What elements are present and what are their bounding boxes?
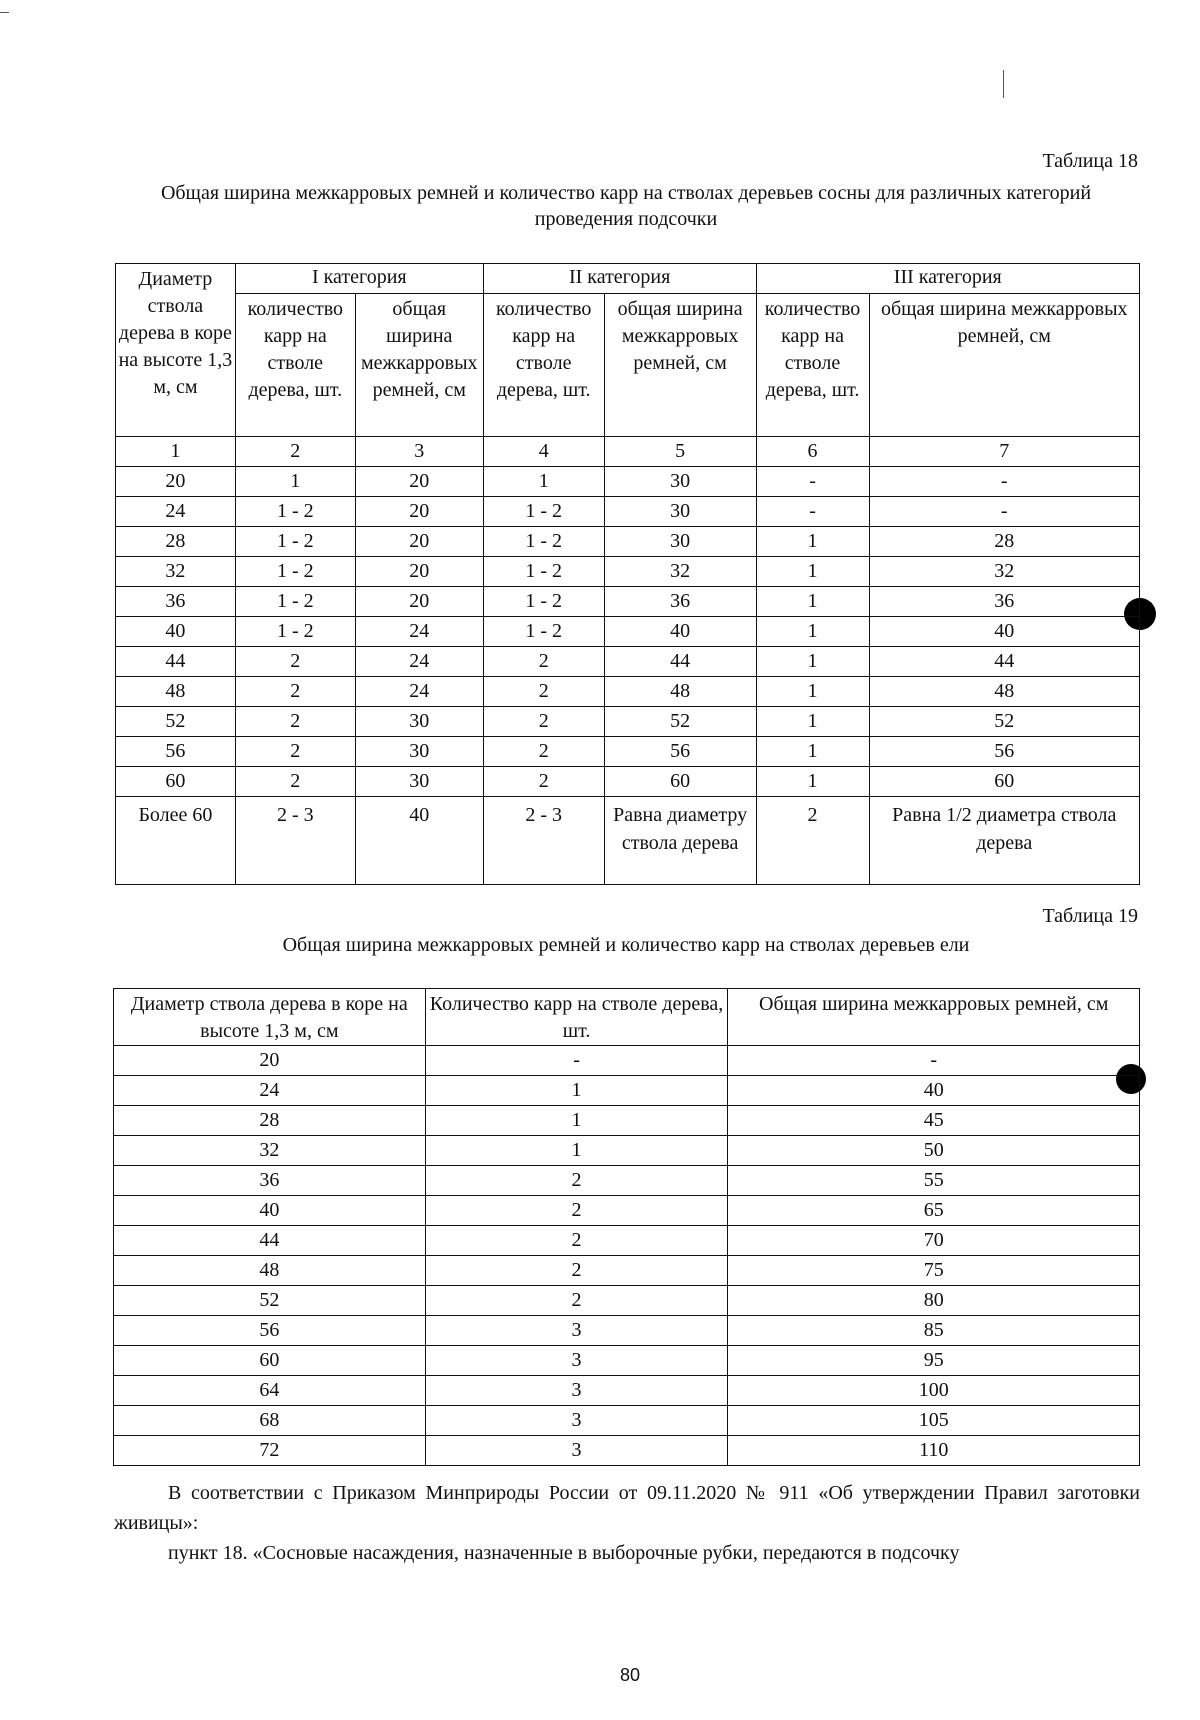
table-cell: 20: [355, 587, 483, 617]
table-cell: 32: [116, 557, 236, 587]
table-row: [116, 797, 1140, 885]
table-cell: 48: [869, 677, 1140, 707]
body-paragraph: пункт 18. «Сосновые насаждения, назначенные в выборочные рубки, передаются в подсочку: [168, 1542, 960, 1564]
table-cell: 95: [728, 1346, 1140, 1376]
table-row: [116, 527, 1140, 557]
body-paragraph: В соответствии с Приказом Минприроды России от 09.11.2020 № 911 «Об утверждении Правил заготовки живицы»:: [114, 1482, 1140, 1534]
table-cell: 48: [604, 677, 756, 707]
table-19: [113, 988, 1140, 1466]
table-row: [114, 1406, 1140, 1436]
table-cell: 2: [425, 1196, 728, 1226]
table-cell: 56: [116, 737, 236, 767]
table-cell: 30: [604, 497, 756, 527]
table-cell: 1: [483, 467, 604, 497]
table-cell: 1 - 2: [483, 557, 604, 587]
table-cell: 80: [728, 1286, 1140, 1316]
table-cell: 1 - 2: [483, 617, 604, 647]
table-18: [115, 263, 1140, 885]
table-cell: 56: [869, 737, 1140, 767]
table-cell: 52: [869, 707, 1140, 737]
table-cell: 2: [235, 737, 355, 767]
column-number: 7: [869, 437, 1140, 467]
table-cell: 1: [756, 557, 869, 587]
table-cell: 105: [728, 1406, 1140, 1436]
table-cell: 24: [355, 647, 483, 677]
table-row: [114, 1136, 1140, 1166]
table-cell: 100: [728, 1376, 1140, 1406]
table-row: [116, 587, 1140, 617]
table-cell: 1: [756, 707, 869, 737]
table-row: [116, 767, 1140, 797]
table-cell: 1 - 2: [483, 527, 604, 557]
table-cell: 2: [483, 737, 604, 767]
table-cell: 24: [355, 617, 483, 647]
table-cell: 44: [116, 647, 236, 677]
table-cell: Равна диаметру ствола дерева: [604, 797, 756, 885]
table-cell: 20: [355, 527, 483, 557]
table-cell: 32: [869, 557, 1140, 587]
table-cell: 1 - 2: [235, 527, 355, 557]
table-row: [114, 1106, 1140, 1136]
table-cell: 32: [604, 557, 756, 587]
table-cell: 20: [116, 467, 236, 497]
column-number: 3: [355, 437, 483, 467]
table-row: [116, 707, 1140, 737]
table-cell: 24: [355, 677, 483, 707]
table-cell: -: [756, 467, 869, 497]
table-row: [114, 1196, 1140, 1226]
table-cell: 1 - 2: [235, 557, 355, 587]
table-cell: 40: [114, 1196, 426, 1226]
column-number: 2: [235, 437, 355, 467]
table-cell: 60: [604, 767, 756, 797]
table-cell: -: [756, 497, 869, 527]
table-cell: 1 - 2: [235, 617, 355, 647]
table-row: [114, 1436, 1140, 1466]
table-cell: 1: [756, 767, 869, 797]
table-cell: 72: [114, 1436, 426, 1466]
table-cell: 1: [756, 737, 869, 767]
table-cell: 2: [756, 797, 869, 885]
subheader-cat2-width: общая ширина межкарровых ремней, см: [604, 294, 756, 437]
table-cell: 44: [114, 1226, 426, 1256]
table-row: [114, 1256, 1140, 1286]
table-cell: 55: [728, 1166, 1140, 1196]
table-cell: 24: [116, 497, 236, 527]
table-cell: 56: [114, 1316, 426, 1346]
table-cell: 2: [483, 767, 604, 797]
table-cell: 45: [728, 1106, 1140, 1136]
table-row: [116, 647, 1140, 677]
table-cell: 52: [114, 1286, 426, 1316]
header-width: Общая ширина межкарровых ремней, см: [728, 989, 1140, 1046]
table-row: [114, 1076, 1140, 1106]
table-row: [116, 497, 1140, 527]
subheader-cat3-count: количество карр на стволе дерева, шт.: [756, 294, 869, 437]
header-diameter: Диаметр ствола дерева в коре на высоте 1,3 м, см: [114, 989, 426, 1046]
table-row: [114, 1316, 1140, 1346]
table-cell: 48: [116, 677, 236, 707]
table-cell: 1: [425, 1106, 728, 1136]
table-row: [116, 737, 1140, 767]
table-cell: 2: [425, 1256, 728, 1286]
table-cell: 50: [728, 1136, 1140, 1166]
column-number: 1: [116, 437, 236, 467]
table-19-title: Общая ширина межкарровых ремней и количество карр на стволах деревьев ели: [282, 934, 970, 956]
table-cell: 56: [604, 737, 756, 767]
table-cell: 30: [355, 707, 483, 737]
table-cell: 52: [604, 707, 756, 737]
table-row: [114, 1166, 1140, 1196]
header-diameter: Диаметр ствола дерева в коре на высоте 1,3 м, см: [116, 264, 236, 437]
table-cell: 60: [869, 767, 1140, 797]
column-number: 6: [756, 437, 869, 467]
subheader-cat3-width: общая ширина межкарровых ремней, см: [869, 294, 1140, 437]
table-18-title: Общая ширина межкарровых ремней и количество карр на стволах деревьев сосны для различных категорий проведения подсочки: [160, 182, 1092, 230]
table-cell: 1: [756, 677, 869, 707]
table-row: [114, 1226, 1140, 1256]
table-cell: 2: [235, 707, 355, 737]
table-row: [116, 617, 1140, 647]
table-cell: 36: [116, 587, 236, 617]
table-cell: 40: [604, 617, 756, 647]
table-cell: 3: [425, 1316, 728, 1346]
table-cell: 1: [756, 617, 869, 647]
table-cell: 28: [869, 527, 1140, 557]
table-cell: 70: [728, 1226, 1140, 1256]
table-cell: 3: [425, 1376, 728, 1406]
table-cell: 75: [728, 1256, 1140, 1286]
table-cell: 2: [425, 1166, 728, 1196]
table-cell: 1 - 2: [235, 587, 355, 617]
table-cell: 1: [756, 587, 869, 617]
table-cell: 36: [114, 1166, 426, 1196]
header-count: Количество карр на стволе дерева, шт.: [425, 989, 728, 1046]
table-row: [114, 1376, 1140, 1406]
table-cell: 60: [114, 1346, 426, 1376]
table-cell: 30: [604, 467, 756, 497]
table-row: [116, 557, 1140, 587]
table-cell: -: [728, 1046, 1140, 1076]
table-cell: 40: [116, 617, 236, 647]
subheader-cat2-count: количество карр на стволе дерева, шт.: [483, 294, 604, 437]
table-cell: 20: [355, 557, 483, 587]
table-cell: 2: [235, 647, 355, 677]
header-category-2: II категория: [483, 264, 756, 294]
table-cell: 48: [114, 1256, 426, 1286]
table-cell: 32: [114, 1136, 426, 1166]
table-cell: 44: [604, 647, 756, 677]
table-cell: 1: [756, 647, 869, 677]
table-cell: 68: [114, 1406, 426, 1436]
table-cell: 1: [235, 467, 355, 497]
page-number: 80: [619, 1665, 641, 1685]
table-cell: 40: [869, 617, 1140, 647]
table-cell: 1 - 2: [483, 497, 604, 527]
table-cell: 2: [235, 767, 355, 797]
table-cell: 20: [114, 1046, 426, 1076]
table-cell: 65: [728, 1196, 1140, 1226]
table-row: [114, 1346, 1140, 1376]
column-number: 4: [483, 437, 604, 467]
table-cell: 52: [116, 707, 236, 737]
scan-mark: [1003, 70, 1004, 98]
column-number: 5: [604, 437, 756, 467]
table-cell: 2: [235, 677, 355, 707]
table-cell: -: [425, 1046, 728, 1076]
table-cell: 2: [425, 1226, 728, 1256]
table-cell: 1: [425, 1076, 728, 1106]
table-cell: 2: [425, 1286, 728, 1316]
table-cell: -: [869, 497, 1140, 527]
table-cell: 110: [728, 1436, 1140, 1466]
subheader-cat1-count: количество карр на стволе дерева, шт.: [235, 294, 355, 437]
table-cell: 30: [604, 527, 756, 557]
table-cell: 60: [116, 767, 236, 797]
table-cell: 44: [869, 647, 1140, 677]
table-cell: 40: [728, 1076, 1140, 1106]
table-18-label: Таблица 18: [1042, 150, 1138, 172]
table-cell: 64: [114, 1376, 426, 1406]
subheader-cat1-width: общая ширина межкарровых ремней, см: [355, 294, 483, 437]
table-cell: 24: [114, 1076, 426, 1106]
table-cell: Более 60: [116, 797, 236, 885]
table-19-label: Таблица 19: [1042, 905, 1138, 927]
table-cell: 30: [355, 767, 483, 797]
header-category-3: III категория: [756, 264, 1139, 294]
table-row: [114, 1286, 1140, 1316]
table-cell: 2: [483, 647, 604, 677]
table-cell: 1: [756, 527, 869, 557]
table-cell: 3: [425, 1436, 728, 1466]
table-cell: 36: [869, 587, 1140, 617]
table-cell: 2: [483, 707, 604, 737]
table-cell: 36: [604, 587, 756, 617]
table-cell: 40: [355, 797, 483, 885]
table-cell: 2: [483, 677, 604, 707]
table-cell: Равна 1/2 диаметра ствола дерева: [869, 797, 1140, 885]
table-cell: 20: [355, 497, 483, 527]
table-cell: 28: [114, 1106, 426, 1136]
table-cell: 2 - 3: [483, 797, 604, 885]
table-cell: 2 - 3: [235, 797, 355, 885]
table-cell: -: [869, 467, 1140, 497]
table-cell: 30: [355, 737, 483, 767]
table-cell: 1: [425, 1136, 728, 1166]
table-cell: 20: [355, 467, 483, 497]
table-cell: 1 - 2: [235, 497, 355, 527]
header-category-1: I категория: [235, 264, 483, 294]
table-cell: 3: [425, 1346, 728, 1376]
table-cell: 28: [116, 527, 236, 557]
table-cell: 3: [425, 1406, 728, 1436]
table-row: [114, 1046, 1140, 1076]
table-row: [116, 677, 1140, 707]
table-cell: 1 - 2: [483, 587, 604, 617]
scan-mark: [0, 12, 9, 13]
table-cell: 85: [728, 1316, 1140, 1346]
table-row: [116, 467, 1140, 497]
